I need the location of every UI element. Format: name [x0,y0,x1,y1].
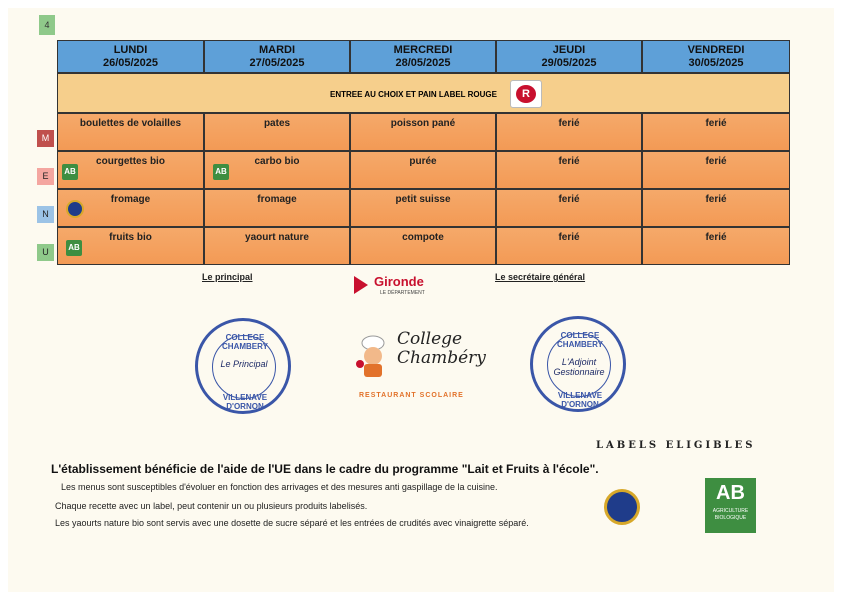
menu-cell: ferié [642,227,790,265]
banner-text: ENTREE AU CHOIX ET PAIN LABEL ROUGE [330,90,497,99]
secretary-stamp: COLLEGE CHAMBERY L'Adjoint Gestionnaire VILLENAVE D'ORNON [530,316,626,412]
menu-cell: poisson pané [350,113,496,151]
menu-cell: compote [350,227,496,265]
starter-banner [57,73,790,113]
signature-secretary: Le secrétaire général [495,272,586,282]
gironde-arrow-icon [354,276,368,294]
menu-cell: ferié [496,113,642,151]
igp-label-icon [604,489,640,525]
label-rouge-logo: R [510,80,542,108]
day-header: MERCREDI 28/05/2025 [350,40,496,73]
ab-label-logo: AB AGRICULTURE BIOLOGIQUE [705,478,756,533]
signature-principal: Le principal [202,272,253,282]
menu-cell: fromage [204,189,350,227]
menu-table [57,40,790,270]
menu-cell: fromage [57,189,204,227]
menu-cell: ferié [642,189,790,227]
menu-cell: ferié [496,227,642,265]
menu-cell: courgettes bio AB [57,151,204,189]
note-line: Les menus sont susceptibles d'évoluer en fonction des arrivages et des mesures anti gaspillage de la cuisine. [61,482,498,492]
menu-cell: ferié [642,151,790,189]
menu-side-letter: M [37,130,54,147]
day-header: VENDREDI 30/05/2025 [642,40,790,73]
menu-cell: fruits bio AB [57,227,204,265]
chef-icon [353,334,393,378]
igp-label-icon [66,200,84,218]
week-number: 4 [39,15,55,35]
menu-cell: boulettes de volailles [57,113,204,151]
principal-stamp: COLLEGE CHAMBERY Le Principal VILLENAVE D'ORNON [195,318,291,414]
menu-cell: carbo bio AB [204,151,350,189]
menu-side-letter: N [37,206,54,223]
note-line: Les yaourts nature bio sont servis avec une dosette de sucre séparé et les entrées de crudités avec vinaigrette séparé. [55,518,529,528]
ab-bio-icon: AB [66,240,82,256]
menu-side-letter: U [37,244,54,261]
labels-title: LABELS ELIGIBLES [596,440,756,451]
ab-bio-icon: AB [213,164,229,180]
menu-cell: purée [350,151,496,189]
menu-cell: yaourt nature [204,227,350,265]
programme-text: L'établissement bénéficie de l'aide de l'UE dans le cadre du programme "Lait et Fruits à l'école". [51,462,599,476]
menu-cell: pates [204,113,350,151]
gironde-logo: Gironde LE DÉPARTEMENT [354,274,454,300]
note-line: Chaque recette avec un label, peut contenir un ou plusieurs produits labelisés. [55,501,368,511]
menu-cell: ferié [642,113,790,151]
menu-side-letter: E [37,168,54,185]
menu-cell: ferié [496,189,642,227]
menu-cell: ferié [496,151,642,189]
college-restaurant-logo: College Chambéry RESTAURANT SCOLAIRE [349,326,479,404]
menu-cell: petit suisse [350,189,496,227]
day-header: LUNDI 26/05/2025 [57,40,204,73]
ab-bio-icon: AB [62,164,78,180]
day-header: MARDI 27/05/2025 [204,40,350,73]
day-header: JEUDI 29/05/2025 [496,40,642,73]
